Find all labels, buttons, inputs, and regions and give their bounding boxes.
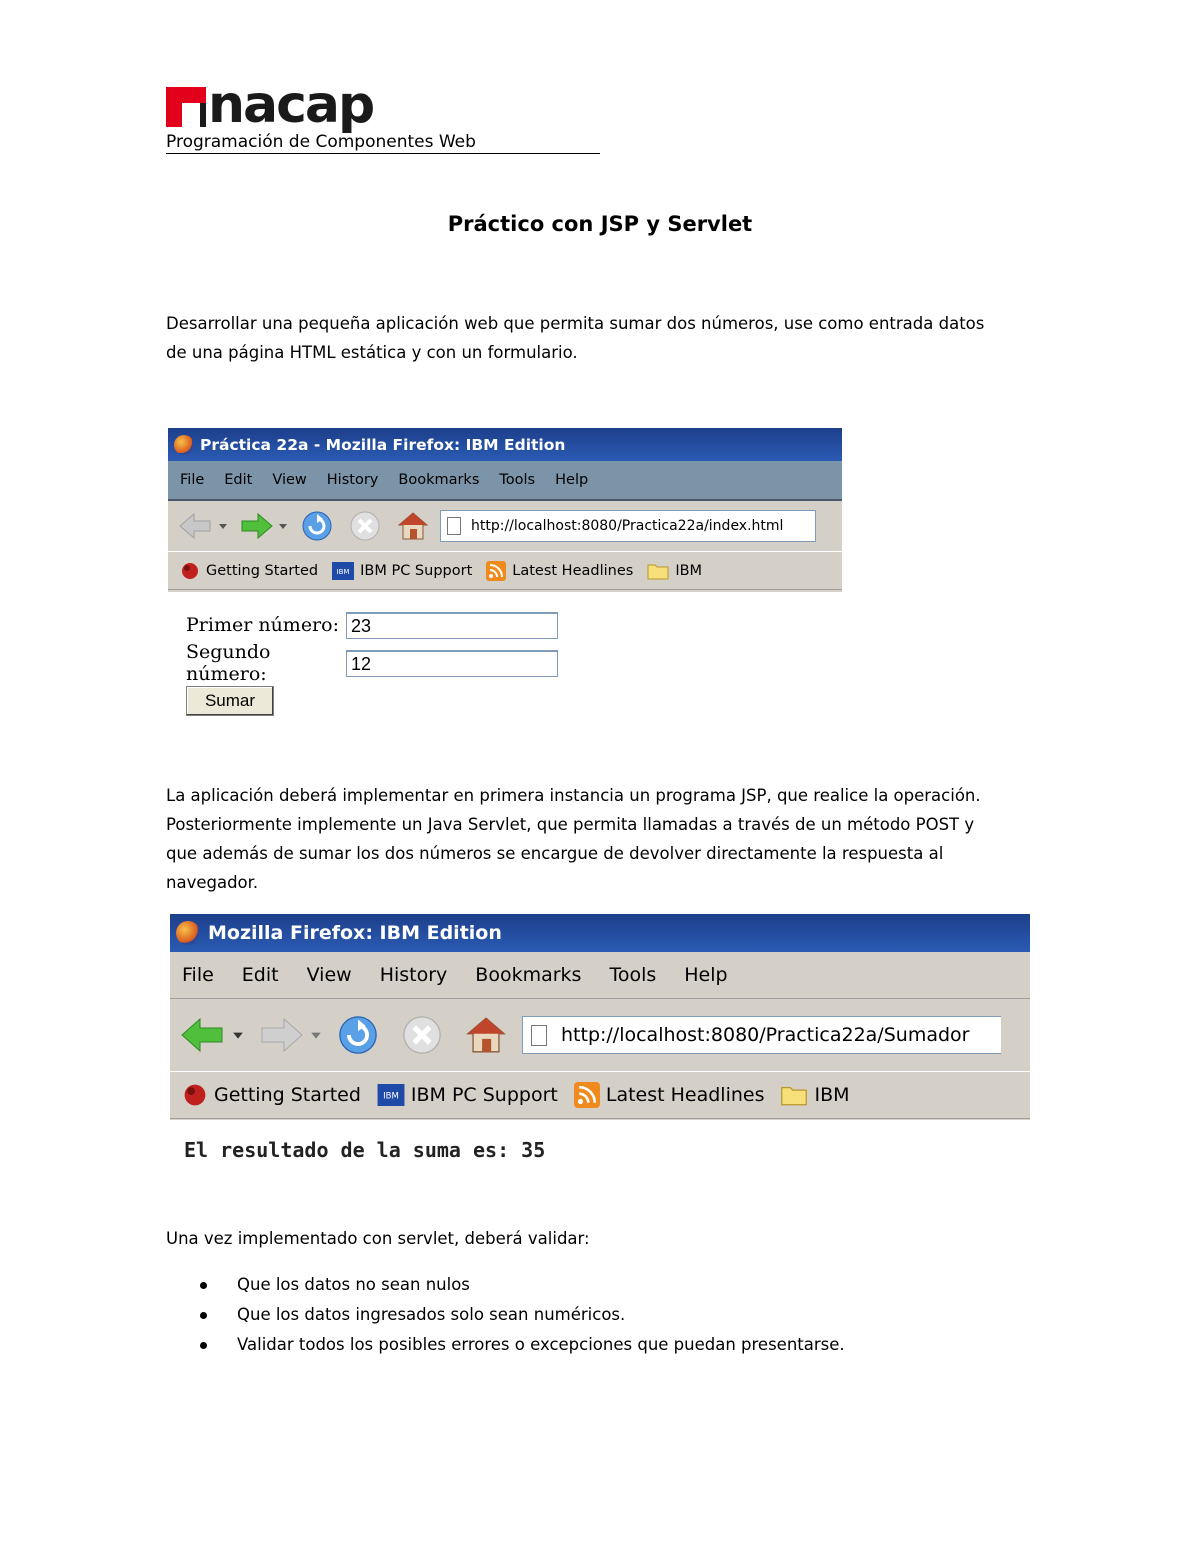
navigation-toolbar	[170, 999, 1030, 1071]
bookmarks-toolbar	[168, 551, 842, 590]
menu-edit[interactable]: Edit	[241, 964, 279, 986]
menu-file[interactable]: File	[182, 964, 214, 986]
intro-paragraph	[166, 309, 1046, 367]
bullet-icon	[166, 1330, 237, 1360]
home-icon[interactable]	[396, 509, 430, 543]
list-item	[166, 1270, 845, 1300]
firefox-bookmark-icon	[180, 561, 200, 581]
forward-arrow-icon[interactable]	[238, 511, 274, 541]
firefox-icon	[174, 435, 194, 455]
menu-view[interactable]: View	[272, 472, 307, 488]
menu-file[interactable]: File	[180, 472, 205, 488]
menu-history[interactable]: History	[326, 472, 379, 488]
intro-line-2: de una página HTML estática y con un formulario.	[166, 343, 578, 362]
bookmark-label: Getting Started	[206, 562, 319, 579]
rss-feed-icon	[574, 1082, 600, 1108]
second-number-label: Segundo número:	[186, 641, 271, 685]
forward-arrow-icon[interactable]	[258, 1016, 304, 1054]
bookmark-ibm-pc-support[interactable]	[332, 562, 472, 580]
subject-header: Programación de Componentes Web	[166, 131, 600, 154]
menu-help[interactable]: Help	[555, 472, 589, 488]
bookmark-latest-headlines[interactable]	[486, 561, 633, 581]
list-item	[166, 1330, 845, 1360]
first-number-input[interactable]: 23	[346, 612, 558, 639]
form-row-first	[186, 606, 558, 644]
bookmark-label: IBM PC Support	[410, 1084, 558, 1106]
bookmark-label: IBM	[675, 562, 703, 579]
bookmark-label: Getting Started	[214, 1084, 361, 1106]
reload-icon[interactable]	[300, 509, 334, 543]
window-titlebar	[168, 428, 842, 461]
bookmarks-toolbar	[170, 1071, 1030, 1119]
back-dropdown-icon[interactable]	[232, 1029, 244, 1041]
bookmark-getting-started[interactable]	[182, 1082, 361, 1108]
list-item-text: Que los datos ingresados solo sean numéricos.	[237, 1305, 626, 1324]
url-bar[interactable]	[440, 510, 816, 542]
url-text: http://localhost:8080/Practica22a/Sumador	[561, 1024, 970, 1046]
home-icon[interactable]	[464, 1013, 508, 1057]
inacap-logo	[166, 69, 374, 135]
firefox-icon	[176, 921, 200, 945]
page-icon	[531, 1025, 547, 1046]
browser-window-result	[170, 914, 1030, 1120]
sum-form	[186, 606, 558, 716]
window-title: Mozilla Firefox: IBM Edition	[208, 922, 502, 944]
forward-dropdown-icon[interactable]	[278, 521, 288, 531]
bookmark-ibm-pc-support[interactable]	[377, 1084, 558, 1106]
list-item	[166, 1300, 845, 1330]
ibm-icon	[377, 1084, 405, 1106]
second-number-input[interactable]: 12	[346, 650, 558, 677]
navigation-toolbar	[168, 501, 842, 551]
bullet-icon	[166, 1270, 237, 1300]
logo-text: nacap	[208, 75, 374, 135]
validation-list	[166, 1270, 845, 1360]
menu-bar	[168, 461, 842, 501]
window-titlebar	[170, 914, 1030, 952]
bullet-icon	[166, 1300, 237, 1330]
menu-bar	[170, 952, 1030, 999]
paragraph2-line-3: que además de sumar los dos números se encargue de devolver directamente la respuesta al	[166, 844, 944, 863]
first-number-label: Primer número:	[186, 614, 339, 636]
firefox-bookmark-icon	[182, 1082, 208, 1108]
menu-bookmarks[interactable]: Bookmarks	[475, 964, 582, 986]
paragraph2-line-1: La aplicación deberá implementar en primera instancia un programa JSP, que realice la operación.	[166, 786, 981, 805]
folder-icon	[780, 1084, 808, 1106]
browser-window-form	[168, 428, 842, 592]
window-title: Práctica 22a - Mozilla Firefox: IBM Edition	[200, 435, 566, 454]
svg-text:IBM: IBM	[383, 1091, 399, 1102]
intro-line-1: Desarrollar una pequeña aplicación web que permita sumar dos números, use como entrada datos	[166, 314, 985, 333]
menu-history[interactable]: History	[379, 964, 448, 986]
stop-icon[interactable]	[348, 509, 382, 543]
bookmark-ibm-folder[interactable]	[647, 562, 702, 580]
ibm-icon	[332, 562, 354, 580]
sumar-button[interactable]: Sumar	[186, 686, 274, 716]
folder-icon	[647, 562, 669, 580]
bookmark-label: IBM PC Support	[360, 562, 473, 579]
bookmark-getting-started[interactable]	[180, 561, 318, 581]
form-row-second	[186, 641, 558, 685]
back-dropdown-icon[interactable]	[218, 521, 228, 531]
menu-help[interactable]: Help	[684, 964, 728, 986]
menu-view[interactable]: View	[306, 964, 352, 986]
page-icon	[447, 517, 461, 535]
paragraph2-line-2: Posteriormente implemente un Java Servlet, que permita llamadas a través de un método POST y	[166, 815, 975, 834]
bookmark-label: Latest Headlines	[605, 1084, 765, 1106]
url-bar[interactable]	[522, 1016, 1001, 1054]
menu-tools[interactable]: Tools	[609, 964, 657, 986]
list-item-text: Validar todos los posibles errores o excepciones que puedan presentarse.	[237, 1335, 845, 1354]
bookmark-label: Latest Headlines	[512, 562, 634, 579]
menu-edit[interactable]: Edit	[224, 472, 253, 488]
stop-icon[interactable]	[400, 1013, 444, 1057]
bookmark-label: IBM	[814, 1084, 850, 1106]
svg-text:IBM: IBM	[336, 567, 350, 576]
logo-mark-icon	[166, 87, 206, 127]
back-arrow-icon[interactable]	[178, 511, 214, 541]
back-arrow-icon[interactable]	[180, 1016, 226, 1054]
servlet-result-text: El resultado de la suma es: 35	[184, 1138, 546, 1162]
url-text: http://localhost:8080/Practica22a/index.html	[471, 518, 784, 534]
jsp-servlet-paragraph	[166, 781, 1046, 897]
validation-intro: Una vez implementado con servlet, deberá validar:	[166, 1229, 590, 1248]
bookmark-latest-headlines[interactable]	[574, 1082, 765, 1108]
menu-bookmarks[interactable]: Bookmarks	[398, 472, 480, 488]
list-item-text: Que los datos no sean nulos	[237, 1275, 470, 1294]
forward-dropdown-icon[interactable]	[310, 1029, 322, 1041]
rss-feed-icon	[486, 561, 506, 581]
document-title: Práctico con JSP y Servlet	[447, 212, 753, 236]
bookmark-ibm-folder[interactable]	[780, 1084, 849, 1106]
menu-tools[interactable]: Tools	[499, 472, 536, 488]
reload-icon[interactable]	[336, 1013, 380, 1057]
paragraph2-line-4: navegador.	[166, 873, 259, 892]
